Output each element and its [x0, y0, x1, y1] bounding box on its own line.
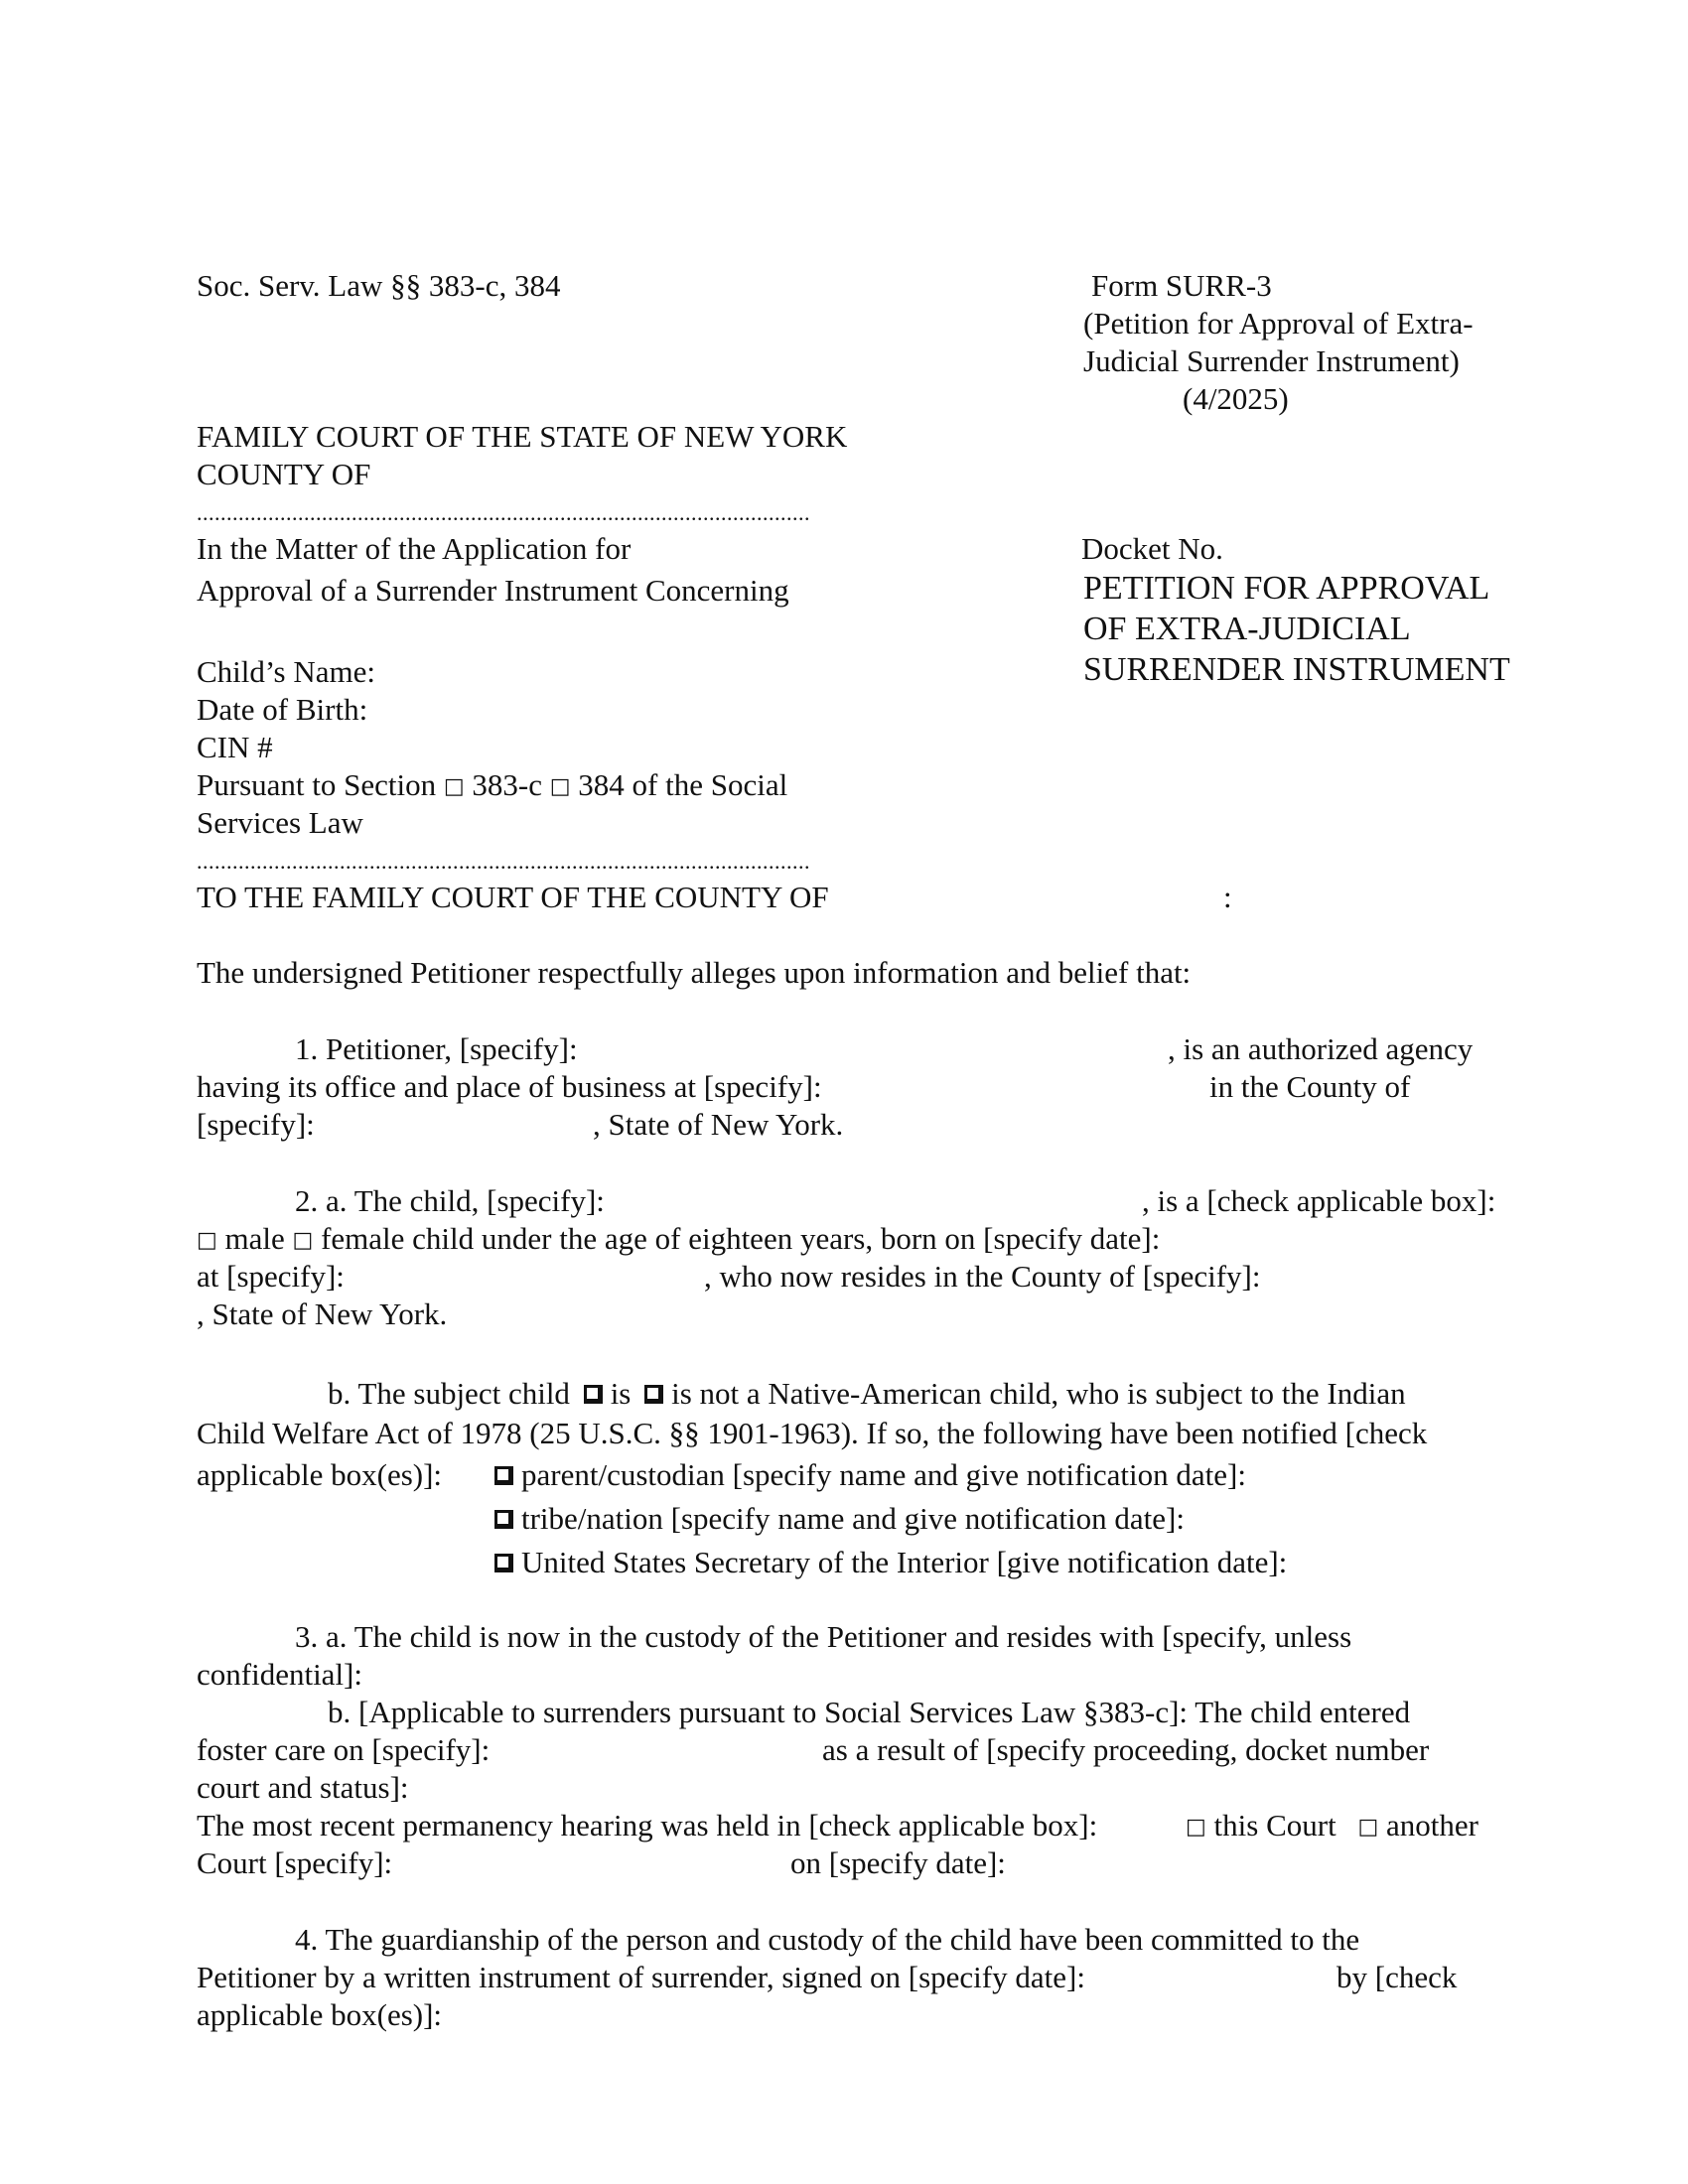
- para2a-line1a: 2. a. The child, [specify]:: [295, 1183, 605, 1218]
- para1-line2b: in the County of: [1209, 1069, 1411, 1104]
- dotted-rule-top: .......................................................................................................: [197, 502, 810, 524]
- para2a-line2: [197, 1223, 1160, 1254]
- para3-line4a: foster care on [specify]:: [197, 1732, 491, 1767]
- checkbox-parent-custodian[interactable]: [494, 1466, 513, 1485]
- option-tribe-nation: tribe/nation [specify name and give notification date]:: [521, 1501, 1185, 1536]
- option-female: female child under the age of eighteen years, born on [specify date]:: [321, 1221, 1161, 1256]
- para3-line5: court and status]:: [197, 1770, 409, 1805]
- statute-citation: Soc. Serv. Law §§ 383-c, 384: [197, 268, 561, 303]
- para1-line3a: [specify]:: [197, 1107, 315, 1142]
- para3-line6a: The most recent permanency hearing was held in [check applicable box]:: [197, 1808, 1098, 1843]
- form-title-line1: (Petition for Approval of Extra-: [1083, 306, 1474, 341]
- para4-line2a: Petitioner by a written instrument of surrender, signed on [specify date]:: [197, 1960, 1085, 1994]
- para2b-line1-text: b. The subject child: [328, 1376, 570, 1411]
- para3-line4b: as a result of [specify proceeding, docket number: [822, 1732, 1430, 1767]
- option-is: is: [610, 1376, 632, 1411]
- para3-line6b: [1186, 1810, 1478, 1841]
- checkbox-this-court[interactable]: □: [1186, 1815, 1206, 1840]
- option-this-court: this Court: [1213, 1808, 1336, 1843]
- pursuant-line: [197, 769, 787, 800]
- para3-line3: b. [Applicable to surrenders pursuant to Social Services Law §383-c]: The child entered: [328, 1695, 1411, 1729]
- para2a-line3b: , who now resides in the County of [specify]:: [704, 1259, 1261, 1294]
- checkbox-383c[interactable]: □: [443, 774, 465, 799]
- checkbox-female[interactable]: □: [292, 1228, 314, 1253]
- pursuant-line2: Services Law: [197, 805, 363, 840]
- document-title-line2: OF EXTRA-JUDICIAL: [1083, 611, 1411, 647]
- cin-label: CIN #: [197, 730, 273, 764]
- checkbox-384[interactable]: □: [549, 774, 571, 799]
- para3-line2: confidential]:: [197, 1657, 362, 1692]
- document-title-line1: PETITION FOR APPROVAL: [1083, 570, 1490, 607]
- dotted-rule-bottom: .......................................................................................................: [197, 851, 810, 873]
- para2b-line2: Child Welfare Act of 1978 (25 U.S.C. §§ 1901-1963). If so, the following have been notified [check: [197, 1416, 1428, 1450]
- notify-secretary-line: [494, 1547, 1287, 1577]
- option-parent-custodian: parent/custodian [specify name and give notification date]:: [521, 1457, 1246, 1492]
- court-name: FAMILY COURT OF THE STATE OF NEW YORK: [197, 419, 848, 454]
- to-court-colon: :: [1223, 880, 1232, 914]
- para3-line7b: on [specify date]:: [790, 1845, 1006, 1880]
- form-number: Form SURR-3: [1091, 268, 1272, 303]
- para4-line1: 4. The guardianship of the person and custody of the child have been committed to the: [295, 1922, 1360, 1957]
- para4-line2b: by [check: [1336, 1960, 1458, 1994]
- checkbox-male[interactable]: □: [197, 1228, 217, 1253]
- docket-label: Docket No.: [1081, 531, 1223, 566]
- intro-statement: The undersigned Petitioner respectfully alleges upon information and belief that:: [197, 955, 1192, 990]
- option-is-not: is not a Native-American child, who is subject to the Indian: [671, 1376, 1406, 1411]
- para1-line3b: , State of New York.: [593, 1107, 844, 1142]
- form-date: (4/2025): [1183, 381, 1289, 416]
- matter-line2: Approval of a Surrender Instrument Concerning: [197, 573, 789, 608]
- child-name-label: Child’s Name:: [197, 654, 375, 689]
- para2b-line1: [328, 1378, 1406, 1409]
- to-court-line: TO THE FAMILY COURT OF THE COUNTY OF: [197, 880, 829, 914]
- dob-label: Date of Birth:: [197, 692, 368, 727]
- para3-line7a: Court [specify]:: [197, 1845, 393, 1880]
- option-secretary-interior: United States Secretary of the Interior [give notification date]:: [521, 1545, 1288, 1579]
- notify-parent-line: [494, 1459, 1246, 1490]
- checkbox-tribe-nation[interactable]: [494, 1510, 513, 1529]
- county-label: COUNTY OF: [197, 457, 371, 491]
- pursuant-option-384: 384 of the Social: [578, 767, 788, 802]
- notify-tribe-line: [494, 1503, 1185, 1534]
- pursuant-text: Pursuant to Section: [197, 767, 437, 802]
- para2a-line3a: at [specify]:: [197, 1259, 345, 1294]
- option-another-court: another: [1386, 1808, 1478, 1843]
- para3-line1: 3. a. The child is now in the custody of the Petitioner and resides with [specify, unless: [295, 1619, 1352, 1654]
- para1-line1a: 1. Petitioner, [specify]:: [295, 1031, 578, 1066]
- para2a-line4: , State of New York.: [197, 1297, 448, 1331]
- para2a-line1b: , is a [check applicable box]:: [1142, 1183, 1496, 1218]
- checkbox-is-not-native[interactable]: [644, 1385, 663, 1404]
- para1-line1b: , is an authorized agency: [1168, 1031, 1474, 1066]
- checkbox-is-native[interactable]: [584, 1385, 603, 1404]
- pursuant-option-383c: 383-c: [472, 767, 542, 802]
- document-title-line3: SURRENDER INSTRUMENT: [1083, 651, 1510, 688]
- para2b-line3a: applicable box(es)]:: [197, 1457, 443, 1492]
- checkbox-secretary-interior[interactable]: [494, 1554, 513, 1572]
- option-male: male: [224, 1221, 285, 1256]
- checkbox-another-court[interactable]: □: [1357, 1815, 1379, 1840]
- para4-line3: applicable box(es)]:: [197, 1997, 443, 2032]
- matter-line1: In the Matter of the Application for: [197, 531, 632, 566]
- form-title-line2: Judicial Surrender Instrument): [1083, 343, 1460, 378]
- para1-line2a: having its office and place of business at [specify]:: [197, 1069, 822, 1104]
